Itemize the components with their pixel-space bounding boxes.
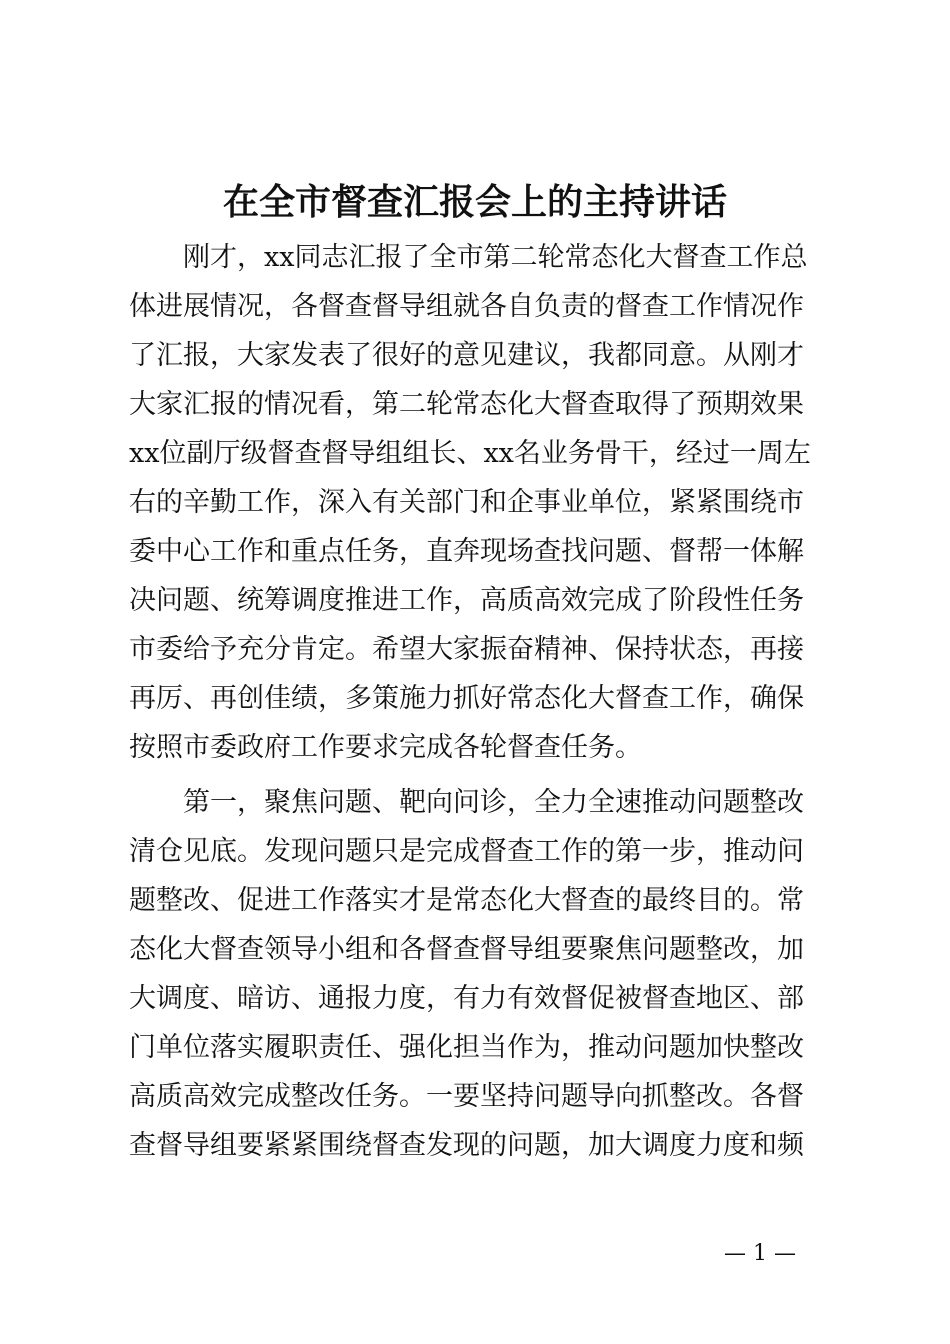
text-line-15: 态化大督查领导小组和各督查督导组要聚焦问题整改，加	[129, 934, 804, 965]
text-line-12: 第一，聚焦问题、靶向问诊，全力全速推动问题整改	[129, 787, 804, 818]
text-line-1: 刚才，xx同志汇报了全市第二轮常态化大督查工作总	[129, 242, 808, 273]
text-line-3: 了汇报，大家发表了很好的意见建议，我都同意。从刚才	[129, 340, 804, 371]
text-line-9: 市委给予充分肯定。希望大家振奋精神、保持状态，再接	[129, 634, 804, 665]
text-line-19: 查督导组要紧紧围绕督查发现的问题，加大调度力度和频	[129, 1130, 804, 1161]
text-line-2: 体进展情况，各督查督导组就各自负责的督查工作情况作	[129, 291, 804, 322]
text-line-7: 委中心工作和重点任务，直奔现场查找问题、督帮一体解	[129, 536, 804, 567]
text-line-13: 清仓见底。发现问题只是完成督查工作的第一步，推动问	[129, 836, 804, 867]
text-line-6: 右的辛勤工作，深入有关部门和企事业单位，紧紧围绕市	[129, 487, 804, 518]
text-line-14: 题整改、促进工作落实才是常态化大督查的最终目的。常	[129, 885, 804, 916]
text-line-4: 大家汇报的情况看，第二轮常态化大督查取得了预期效果	[129, 389, 804, 420]
text-line-8: 决问题、统筹调度推进工作，高质高效完成了阶段性任务	[129, 585, 804, 616]
text-line-17: 门单位落实履职责任、强化担当作为，推动问题加快整改	[129, 1032, 804, 1063]
text-line-11: 按照市委政府工作要求完成各轮督查任务。	[129, 732, 642, 763]
text-line-5: xx位副厅级督查督导组组长、xx名业务骨干，经过一周左	[129, 438, 811, 469]
text-line-18: 高质高效完成整改任务。一要坚持问题导向抓整改。各督	[129, 1081, 804, 1112]
text-line-10: 再厉、再创佳绩，多策施力抓好常态化大督查工作，确保	[129, 683, 804, 714]
text-line-16: 大调度、暗访、通报力度，有力有效督促被督查地区、部	[129, 983, 804, 1014]
page-number: — 1 —	[724, 1241, 796, 1266]
document-title: 在全市督查汇报会上的主持讲话	[222, 181, 727, 223]
